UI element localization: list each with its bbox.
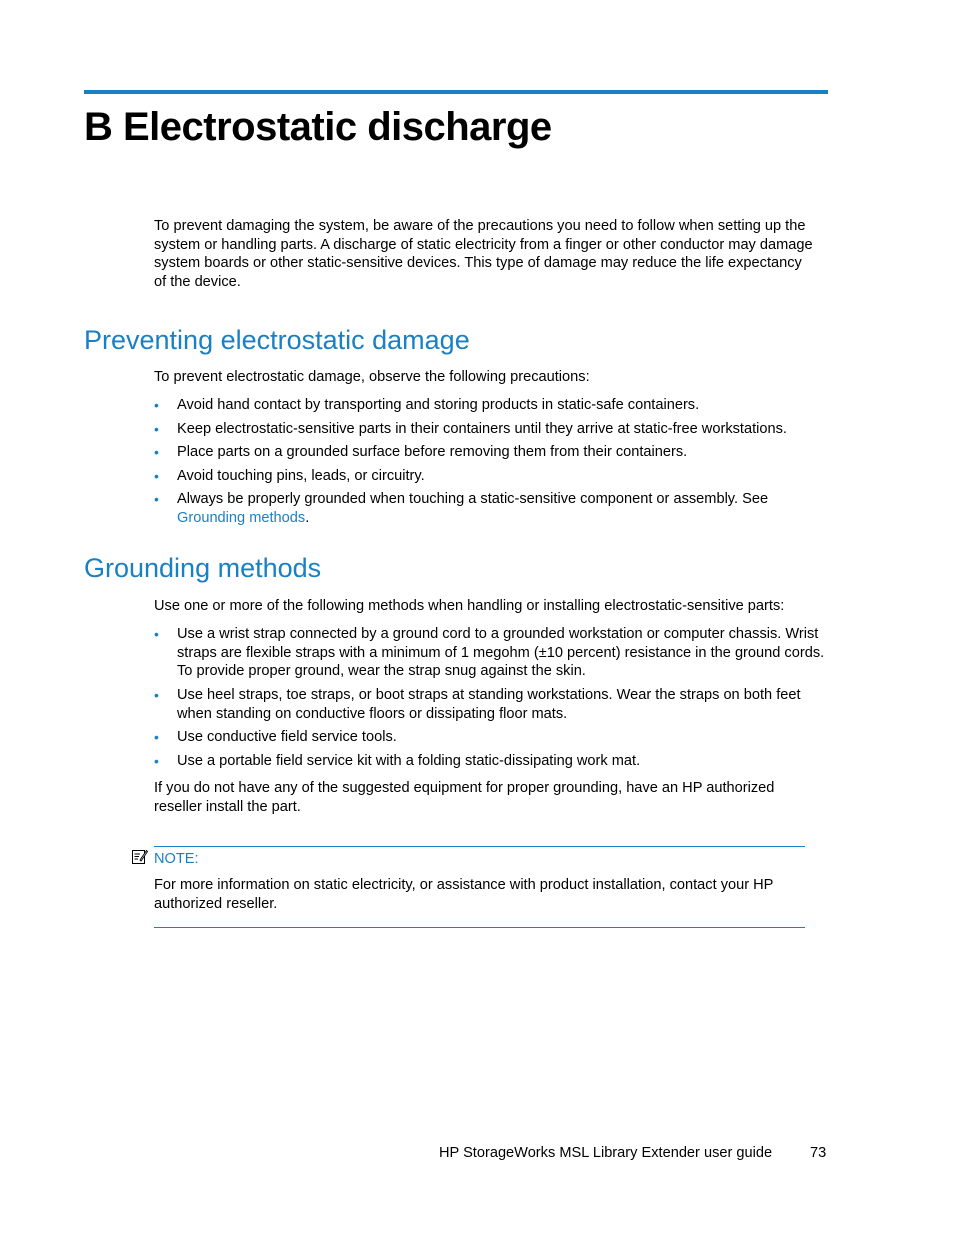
chapter-title: B Electrostatic discharge bbox=[84, 105, 552, 149]
list-item: • Keep electrostatic-sensitive parts in their containers until they arrive at static-free workstations. bbox=[154, 420, 787, 437]
section-heading-grounding: Grounding methods bbox=[84, 553, 322, 583]
grounding-lead: Use one or more of the following methods when handling or installing electrostatic-sensitive parts: bbox=[154, 598, 785, 614]
preventing-bullet-list bbox=[154, 396, 826, 532]
intro-paragraph: To prevent damaging the system, be aware of the precautions you need to follow when setting up the system or handling parts. A discharge of static electricity from a finger or other conductor may damage system boards or other static-sensitive devices. This type of damage may reduce the life expectancy of the device. bbox=[154, 218, 813, 291]
list-item: • Use heel straps, toe straps, or boot straps at standing workstations. Wear the straps on both feet when standing on conductive floors or dissipating floor mats. bbox=[154, 686, 801, 722]
bullet-icon: • bbox=[154, 752, 159, 769]
grounding-bullet-list bbox=[154, 625, 826, 775]
bullet-icon: • bbox=[154, 397, 159, 413]
bullet-icon: • bbox=[154, 420, 159, 437]
note-icon bbox=[131, 848, 148, 870]
section-heading-preventing: Preventing electrostatic damage bbox=[84, 325, 470, 355]
bullet-icon: • bbox=[154, 467, 159, 484]
bullet-icon: • bbox=[154, 686, 159, 703]
bullet-icon: • bbox=[154, 444, 159, 460]
preventing-lead: To prevent electrostatic damage, observe the following precautions: bbox=[154, 369, 590, 385]
note-top-rule bbox=[154, 846, 805, 847]
footer-guide-title: HP StorageWorks MSL Library Extender user guide bbox=[439, 1145, 773, 1161]
list-item: • Always be properly grounded when touching a static-sensitive component or assembly. See Grounding methods. bbox=[154, 491, 769, 526]
note-label: NOTE: bbox=[154, 851, 199, 867]
list-item: • Use a portable field service kit with a folding static-dissipating work mat. bbox=[154, 752, 641, 769]
bullet-icon: • bbox=[154, 729, 159, 746]
bullet-icon: • bbox=[154, 626, 159, 642]
note-text: For more information on static electricity, or assistance with product installation, contact your HP authorized reseller. bbox=[154, 877, 774, 912]
chapter-top-rule bbox=[84, 90, 828, 94]
grounding-closing: If you do not have any of the suggested equipment for proper grounding, have an HP authorized reseller install the part. bbox=[154, 780, 775, 815]
list-item: • Place parts on a grounded surface before removing them from their containers. bbox=[154, 444, 688, 460]
list-item: • Avoid hand contact by transporting and storing products in static-safe containers. bbox=[154, 397, 700, 413]
bullet-icon: • bbox=[154, 491, 159, 507]
footer-page-number: 73 bbox=[810, 1145, 827, 1161]
note-bottom-rule bbox=[154, 927, 805, 928]
list-item: • Use conductive field service tools. bbox=[154, 729, 397, 746]
grounding-methods-link[interactable]: Grounding methods bbox=[177, 509, 306, 526]
list-item: • Use a wrist strap connected by a ground cord to a grounded workstation or computer chassis. Wrist straps are flexible straps with a minimum of 1 megohm (±10 percent) resistance in the ground cords. To provide proper ground, wear the strap snug against the skin. bbox=[154, 626, 825, 680]
list-item: • Avoid touching pins, leads, or circuitry. bbox=[154, 467, 425, 484]
